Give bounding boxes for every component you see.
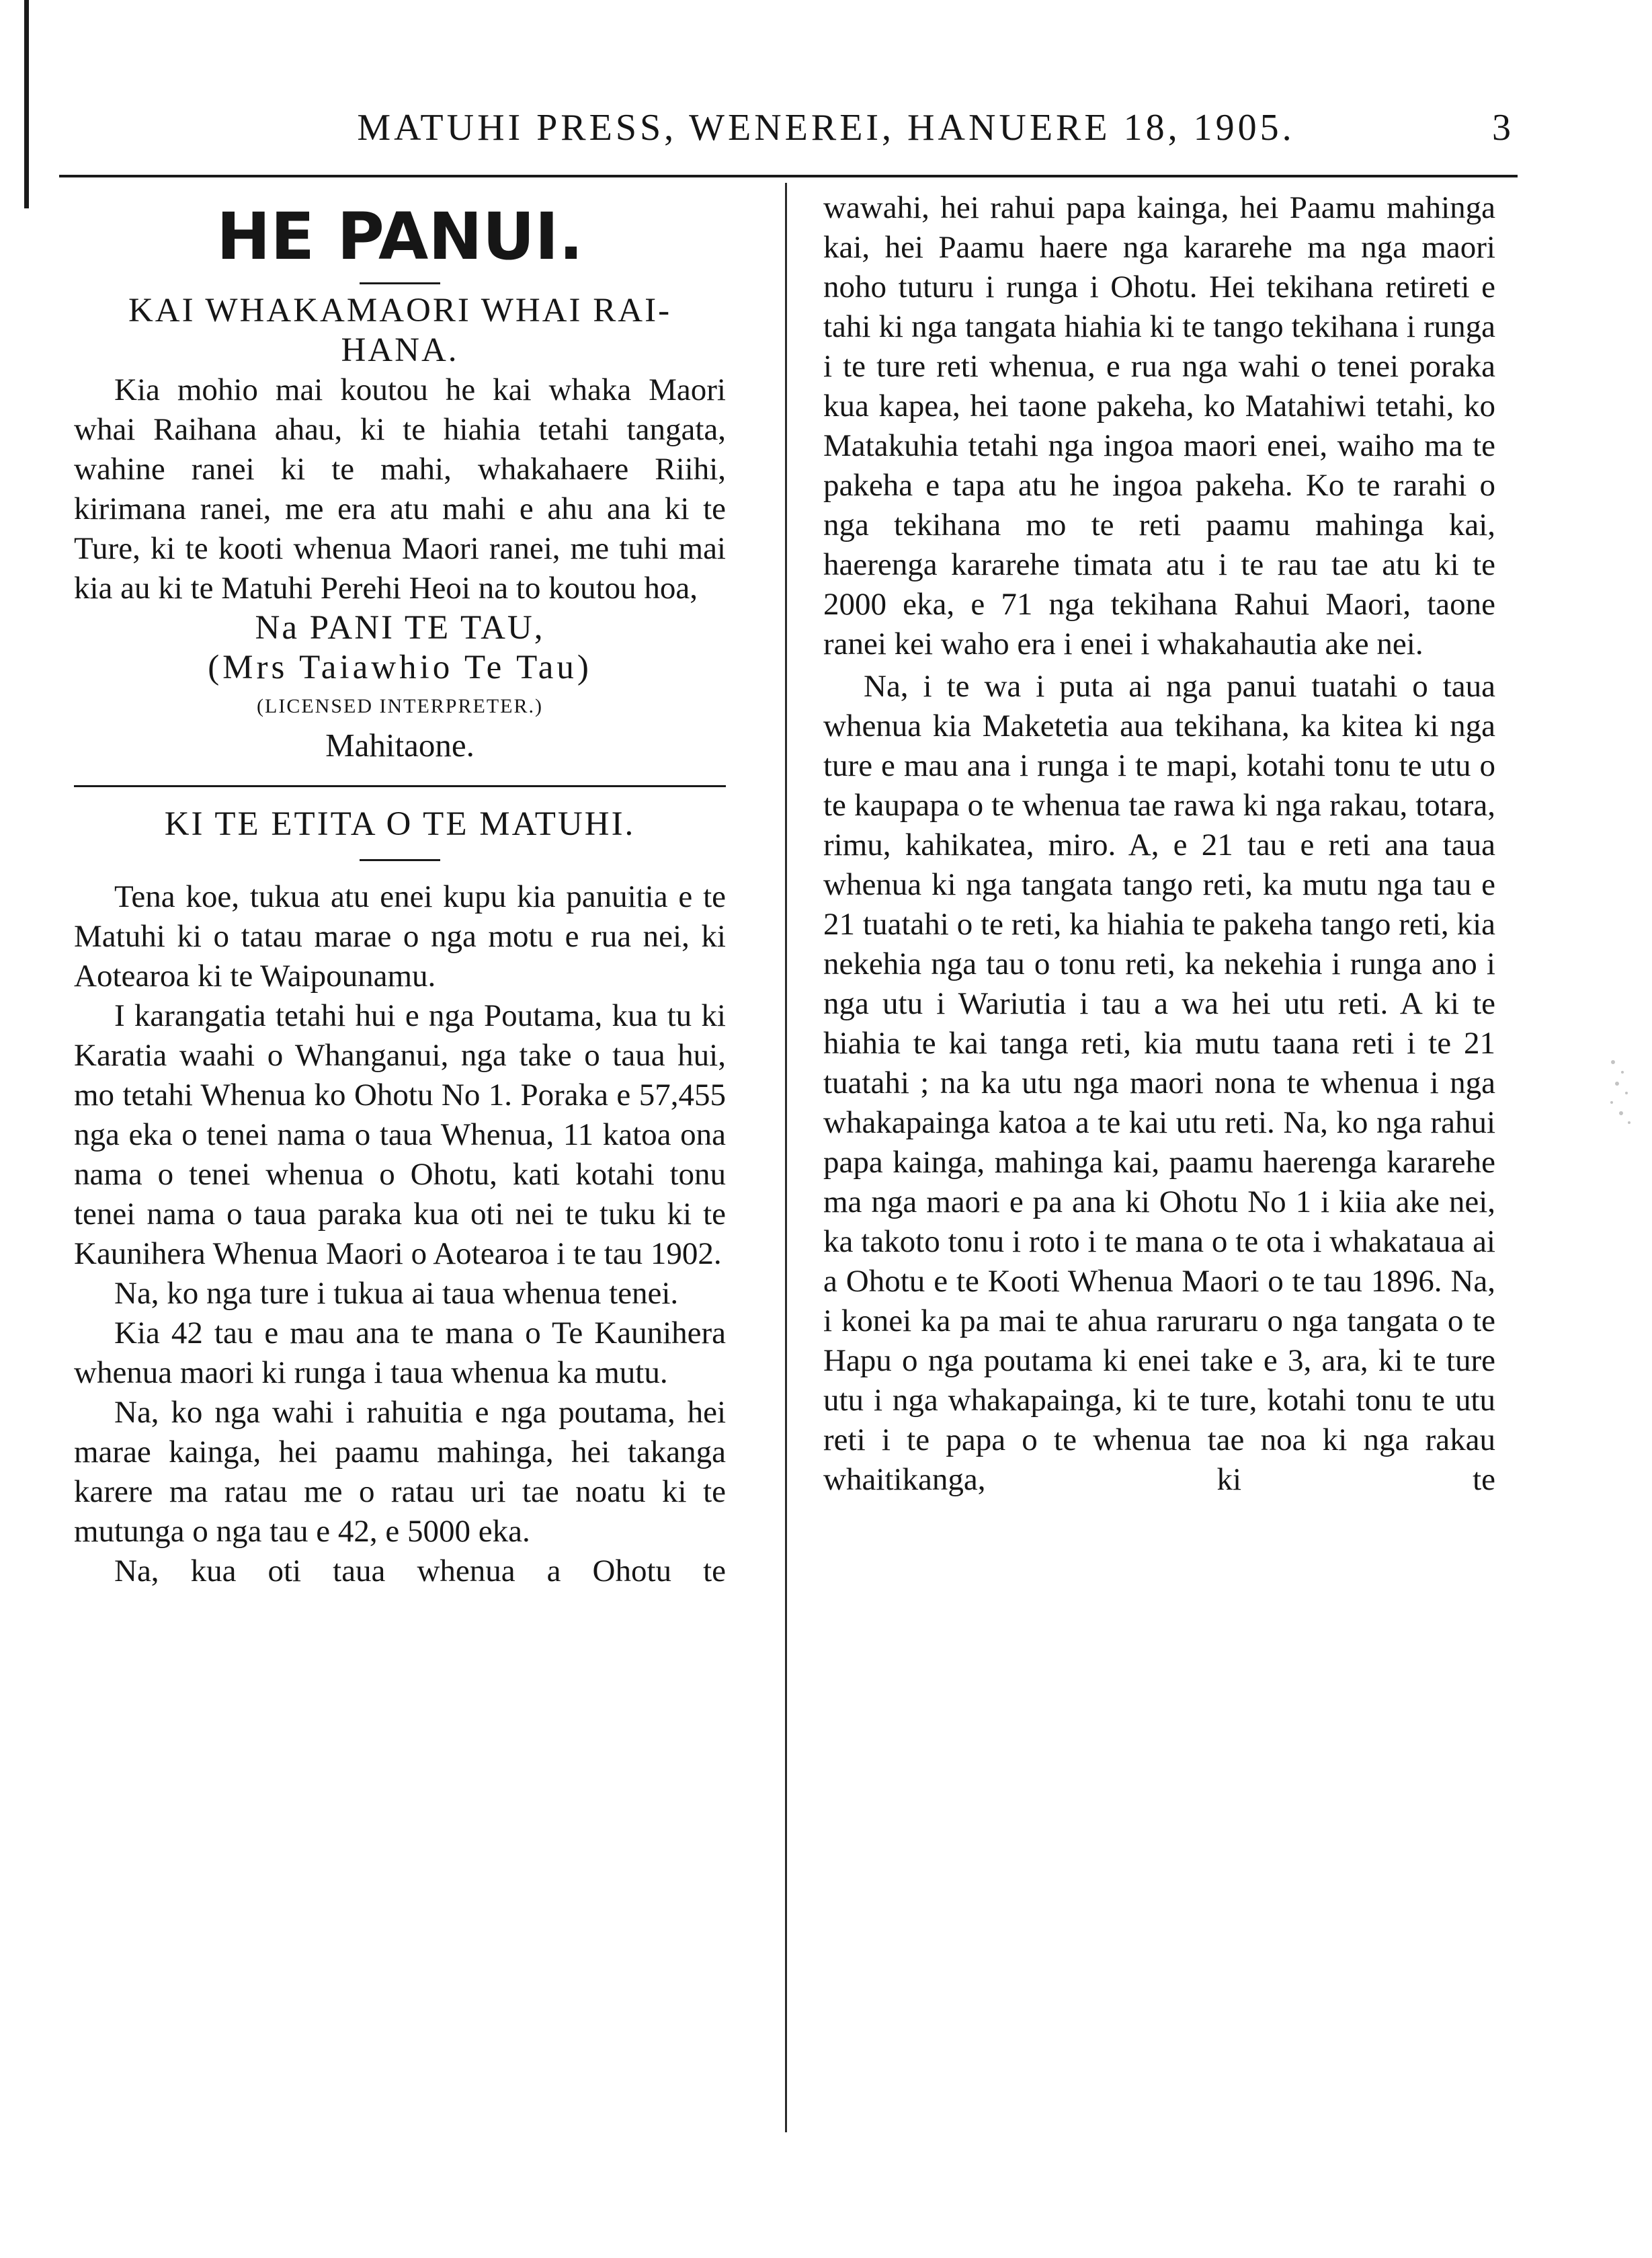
header-rule (59, 175, 1518, 177)
section-separator (74, 785, 726, 787)
notice-license: (LICENSED INTERPRETER.) (257, 695, 543, 717)
running-header (0, 101, 1652, 155)
notice-place: Mahitaone. (325, 727, 474, 764)
letter-paragraph: Na, ko nga wahi i rahuitia e nga poutama, hei marae kainga, hei paamu mahinga, hei takanga karere ma ratau me o ratau uri tae noatu ki te mutunga o nga tau e 42, e 5000 eka. (74, 1395, 726, 1549)
letter-paragraph: Kia 42 tau e mau ana te mana o Te Kaunihera whenua maori ki runga i taua whenua ka mutu. (74, 1316, 726, 1390)
page-number: 3 (1492, 107, 1511, 149)
paper-stain (1600, 1049, 1640, 1136)
letter-paragraph: Na, kua oti taua whenua a Ohotu te (114, 1554, 726, 1588)
article-paragraph: Na, i te wa i puta ai nga panui tuatahi o taua whenua kia Maketetia aua tekihana, ka kitea ki nga ture e mau ana i runga i te mapi, kotahi tonu te utu o te kaupapa o te whenua tae rawa ki nga rakau, totara, rimu, kahikatea, miro. A, e 21 tau e reti ana taua whenua ki nga tangata tango reti, ka mutu nga tau e 21 tuatahi o te reti, ka hiahia te pakeha tango reti, kia nekehia nga tau o tonu reti, ka nekehia i runga ano i nga utu i Wariutia i tau a wa hei utu reti. A ki te hiahia te kai tanga reti, kia mutu taana reti i te 21 tuatahi ; na ka utu nga maori nona te whenua i nga whakapainga katoa a te kai utu reti. Na, ko nga rahui papa kainga, mahinga kai, paamu haerenga kararehe ma nga maori e pa ana ki Ohotu No 1 i kiia ake nei, ka takoto tonu i roto i te mana o te ota i whakataua ai a Ohotu e te Kooti Whenua Maori o te tau 1896. Na, i konei ka pa mai te ahua raruraru o nga tangata o te Hapu o nga poutama ki enei take e 3, ara, ki te ture utu i nga whakapainga, ki te ture, kotahi tonu te utu reti i te papa o te whenua tae noa ki nga rakau whaitikanga, ki te (823, 669, 1495, 1497)
notice-signature: Na PANI TE TAU, (255, 609, 545, 647)
newspaper-masthead-line: MATUHI PRESS, WENEREI, HANUERE 18, 1905. (357, 107, 1295, 149)
notice-subheading: KAI WHAKAMAORI WHAI RAI-HANA. (128, 292, 672, 369)
heading-rule (360, 859, 440, 861)
notice-signature-alias: (Mrs Taiawhio Te Tau) (208, 649, 592, 686)
heading-rule (360, 282, 440, 284)
letter-paragraph: I karangatia tetahi hui e nga Poutama, kua tu ki Karatia waahi o Whanganui, nga take o taua hui, mo tetahi Whenua ko Ohotu No 1. Poraka e 57,455 nga eka o tenei nama o taua Whenua, 11 katoa ona nama o tenei whenua o Ohotu, kati kotahi tonu tenei nama o taua paraka kua oti nei te tuku ki te Kaunihera Whenua Maori o Aotearoa i te tau 1902. (74, 998, 726, 1271)
left-column (74, 188, 726, 1591)
article-paragraph: wawahi, hei rahui papa kainga, hei Paamu mahinga kai, hei Paamu haere nga kararehe ma nga maori noho tuturu i runga i Ohotu. Hei tekihana retireti e tahi ki nga tangata hiahia ki te tango tekihana i runga i te ture reti whenua, e rua nga wahi o tenei poraka kua kapea, hei taone pakeha, ko Matahiwi tetahi, ko Matakuhia tetahi nga ingoa maori enei, waiho ma te pakeha e tapa atu he ingoa pakeha. Ko te rarahi o nga tekihana mo te reti paamu mahinga kai, haerenga kararehe timata atu i te rau tae atu ki te 2000 eka, e 71 nga tekihana Rahui Maori, taone ranei kei waho era i enei i whakahautia ake nei. (823, 190, 1495, 661)
letter-heading: KI TE ETITA O TE MATUHI. (164, 805, 636, 843)
right-column (823, 188, 1495, 1500)
letter-paragraph: Tena koe, tukua atu enei kupu kia panuitia e te Matuhi ki o tatau marae o nga motu e rua nei, ki Aotearoa ki te Waipounamu. (74, 879, 726, 994)
notice-body: Kia mohio mai koutou he kai whaka Maori whai Raihana ahau, ki te hiahia tetahi tangata, wahine ranei ki te mahi, whakahaere Riihi, kirimana ranei, me era atu mahi e ahu ana ki te Ture, ki te kooti whenua Maori ranei, me tuhi mai kia au ki te Matuhi Perehi Heoi na to koutou hoa, (74, 372, 726, 606)
letter-paragraph: Na, ko nga ture i tukua ai taua whenua tenei. (114, 1276, 679, 1311)
column-divider (785, 183, 787, 2132)
notice-heading: HE PANUI. (216, 199, 583, 274)
